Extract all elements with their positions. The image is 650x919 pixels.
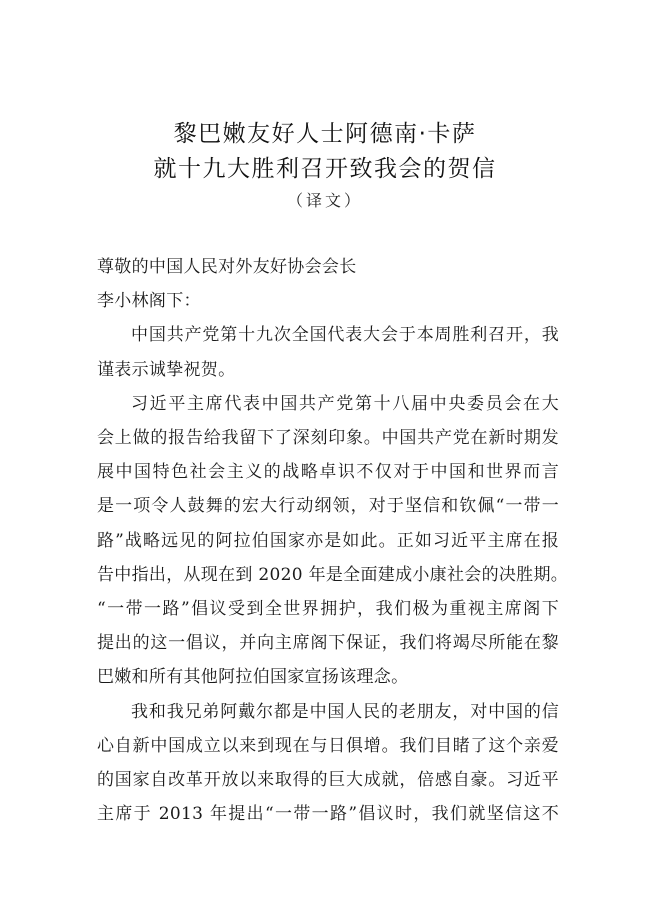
translation-note: （译文） <box>286 191 363 210</box>
paragraph-line: 主席于 2013 年提出“一带一路”倡议时，我们就坚信这不 <box>97 804 559 825</box>
title-line-2: 就十九大胜利召开致我会的贺信 <box>153 156 497 182</box>
paragraph-line: 是一项令人鼓舞的宏大行动纲领，对于坚信和钦佩“一带一 <box>97 496 559 517</box>
paragraph-line: 告中指出，从现在到 2020 年是全面建成小康社会的决胜期。 <box>97 564 569 585</box>
paragraph-line: 路”战略远见的阿拉伯国家亦是如此。正如习近平主席在报 <box>97 530 559 551</box>
paragraph-line: 巴嫩和所有其他阿拉伯国家宣扬该理念。 <box>97 667 409 688</box>
paragraph-line: 提出的这一倡议，并向主席阁下保证，我们将竭尽所能在黎 <box>97 633 559 654</box>
salutation-line-2: 李小林阁下： <box>97 291 201 312</box>
paragraph-line: 中国共产党第十九次全国代表大会于本周胜利召开，我 <box>131 325 559 346</box>
paragraph-line: 会上做的报告给我留下了深刻印象。中国共产党在新时期发 <box>97 428 559 449</box>
paragraph-line: 展中国特色社会主义的战略卓识不仅对于中国和世界而言 <box>97 462 559 483</box>
paragraph-line: 谨表示诚挚祝贺。 <box>97 359 236 380</box>
title-line-1: 黎巴嫩友好人士阿德南·卡萨 <box>173 121 477 147</box>
paragraph-line: 我和我兄弟阿戴尔都是中国人民的老朋友，对中国的信 <box>131 701 559 722</box>
paragraph-line: 心自新中国成立以来到现在与日俱增。我们目睹了这个亲爱 <box>97 735 559 756</box>
letter-body <box>97 250 569 831</box>
paragraph-line: 习近平主席代表中国共产党第十八届中央委员会在大 <box>131 393 559 414</box>
salutation-line-1: 尊敬的中国人民对外友好协会会长 <box>97 257 357 277</box>
paragraph-line: 的国家自改革开放以来取得的巨大成就，倍感自豪。习近平 <box>97 770 559 791</box>
paragraph-line: “一带一路”倡议受到全世界拥护，我们极为重视主席阁下 <box>97 599 559 620</box>
